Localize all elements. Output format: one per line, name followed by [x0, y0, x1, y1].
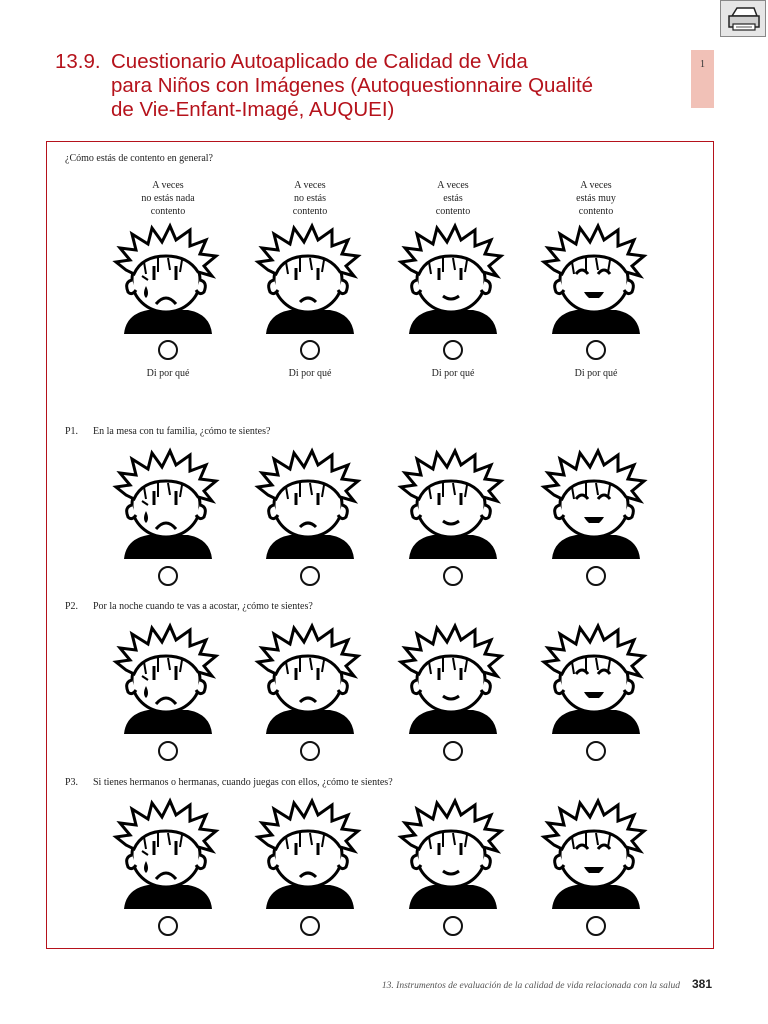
face-very-sad-crying-icon	[108, 622, 228, 738]
answer-radio[interactable]	[158, 741, 178, 761]
option-label-line: contento	[578, 206, 614, 217]
face-content-icon	[393, 222, 513, 338]
face-very-sad-crying-icon	[108, 447, 228, 563]
section-number: 13.9.	[55, 50, 101, 73]
option-label-line: estás muy	[576, 193, 616, 204]
question-p2	[65, 601, 313, 612]
face-content-icon	[393, 622, 513, 738]
question-number: P2.	[65, 601, 79, 612]
option-label-line: A veces	[152, 180, 184, 191]
answer-radio[interactable]	[300, 566, 320, 586]
option-label-line: estás	[443, 193, 463, 204]
page-number: 381	[691, 977, 712, 991]
footer-text: 13. Instrumentos de evaluación de la calidad de vida relacionada con la salud	[381, 981, 680, 991]
answer-radio[interactable]	[300, 916, 320, 936]
face-sad-icon	[250, 622, 370, 738]
question-number: P1.	[65, 426, 79, 437]
face-very-happy-icon	[536, 797, 656, 913]
title-line-1: Cuestionario Autoaplicado de Calidad de Vida	[111, 50, 528, 73]
answer-radio[interactable]	[586, 916, 606, 936]
option-label-1	[113, 179, 223, 218]
face-sad-icon	[250, 797, 370, 913]
option-label-line: contento	[150, 206, 186, 217]
why-label: Di por qué	[431, 368, 475, 379]
print-button[interactable]	[720, 0, 766, 37]
answer-radio[interactable]	[443, 340, 463, 360]
question-text: Por la noche cuando te vas a acostar, ¿cómo te sientes?	[93, 601, 313, 612]
page-tab: 1	[691, 50, 714, 108]
why-label: Di por qué	[288, 368, 332, 379]
answer-radio[interactable]	[443, 741, 463, 761]
answer-radio[interactable]	[158, 916, 178, 936]
question-text: En la mesa con tu familia, ¿cómo te sientes?	[93, 426, 271, 437]
face-very-happy-icon	[536, 222, 656, 338]
option-label-line: contento	[292, 206, 328, 217]
page-footer	[250, 977, 712, 991]
face-content-icon	[393, 797, 513, 913]
face-sad-icon	[250, 447, 370, 563]
title-line-3: de Vie-Enfant-Imagé, AUQUEI)	[111, 98, 395, 121]
face-very-sad-crying-icon	[108, 797, 228, 913]
question-p1	[65, 426, 270, 437]
face-very-sad-crying-icon	[108, 222, 228, 338]
answer-radio[interactable]	[443, 916, 463, 936]
option-label-4	[541, 179, 651, 218]
face-very-happy-icon	[536, 447, 656, 563]
printer-icon	[726, 5, 762, 33]
title-line-2: para Niños con Imágenes (Autoquestionnaire Qualité	[111, 74, 594, 97]
option-label-3	[398, 179, 508, 218]
face-content-icon	[393, 447, 513, 563]
question-p3	[65, 777, 393, 788]
face-sad-icon	[250, 222, 370, 338]
why-label: Di por qué	[574, 368, 618, 379]
answer-radio[interactable]	[300, 741, 320, 761]
option-label-line: A veces	[294, 180, 326, 191]
answer-radio[interactable]	[443, 566, 463, 586]
option-label-line: A veces	[437, 180, 469, 191]
answer-radio[interactable]	[586, 741, 606, 761]
face-very-happy-icon	[536, 622, 656, 738]
option-label-2	[255, 179, 365, 218]
option-label-line: no estás nada	[141, 193, 195, 204]
option-label-line: contento	[435, 206, 471, 217]
answer-radio[interactable]	[586, 340, 606, 360]
intro-question: ¿Cómo estás de contento en general?	[65, 153, 213, 164]
option-label-line: A veces	[580, 180, 612, 191]
section-title	[55, 50, 675, 122]
question-number: P3.	[65, 777, 79, 788]
why-label: Di por qué	[146, 368, 190, 379]
option-label-line: no estás	[294, 193, 326, 204]
question-text: Si tienes hermanos o hermanas, cuando juegas con ellos, ¿cómo te sientes?	[93, 777, 393, 788]
answer-radio[interactable]	[158, 566, 178, 586]
answer-radio[interactable]	[586, 566, 606, 586]
answer-radio[interactable]	[300, 340, 320, 360]
answer-radio[interactable]	[158, 340, 178, 360]
